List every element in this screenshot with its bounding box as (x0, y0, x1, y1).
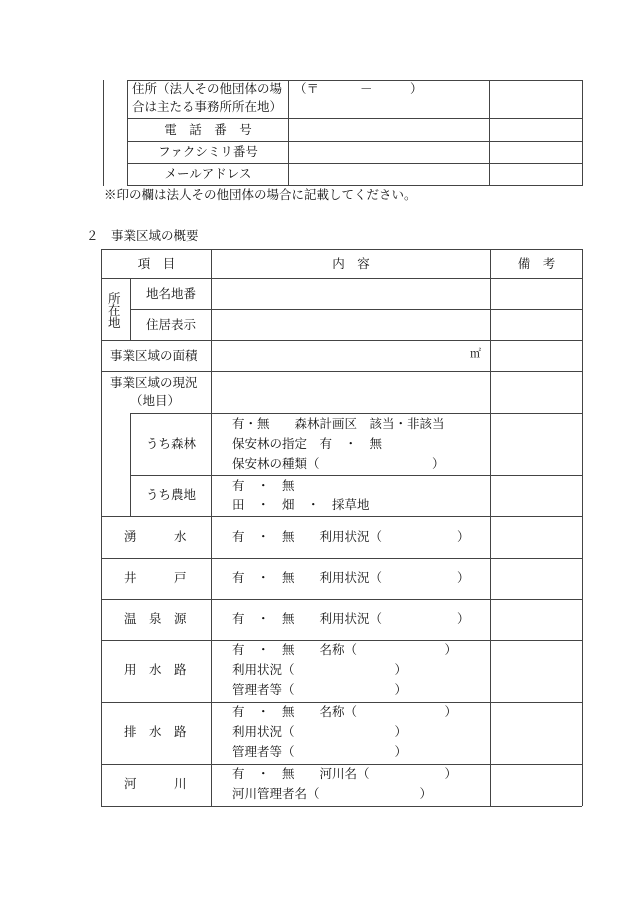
table-line (489, 80, 490, 186)
header-content: 内 容 (332, 256, 370, 271)
fax-label: ファクシミリ番号 (158, 144, 258, 159)
table-line (130, 413, 582, 414)
forest-line-1: 有・無 森林計画区 該当・非該当 (232, 416, 445, 431)
address-label: 住所（法人その他団体の場 (132, 81, 283, 96)
table-line (490, 249, 491, 806)
table-line (127, 118, 582, 119)
water-supply-label: 用 水 路 (124, 662, 187, 677)
drainage-line-1: 有 ・ 無 名称（ ） (232, 704, 458, 719)
table-line (130, 309, 582, 310)
spring-content: 有 ・ 無 利用状況（ ） (232, 529, 470, 544)
water-supply-line-1: 有 ・ 無 名称（ ） (232, 642, 458, 657)
forest-label: うち森林 (146, 436, 197, 451)
area-label: 事業区域の面積 (110, 348, 198, 363)
table-line (101, 702, 582, 703)
note-text: ※印の欄は法人その他団体の場合に記載してください。 (104, 187, 417, 202)
river-line-2: 河川管理者名（ ） (232, 786, 433, 801)
chimei-label: 地名地番 (146, 286, 197, 301)
table-line (101, 340, 582, 341)
table-line (127, 163, 582, 164)
table-line (101, 558, 582, 559)
farm-line-1: 有 ・ 無 (232, 478, 295, 493)
phone-label: 電 話 番 号 (164, 122, 252, 137)
drainage-line-2: 利用状況（ ） (232, 724, 408, 739)
table-line (103, 80, 104, 186)
location-label-char-2: 在 (108, 303, 121, 318)
postal-open: （〒 (294, 81, 320, 96)
area-unit: ㎡ (470, 347, 481, 360)
table-line (288, 80, 289, 186)
table-line (101, 764, 582, 765)
address-label-cont: 合は主たる事務所所在地） (132, 99, 283, 114)
postal-dash: － (360, 81, 373, 96)
table-line (101, 278, 582, 279)
drainage-label: 排 水 路 (124, 724, 187, 739)
hotspring-label: 温 泉 源 (124, 611, 187, 626)
section-heading: ２ 事業区域の概要 (86, 228, 199, 243)
table-line (130, 475, 582, 476)
water-supply-line-2: 利用状況（ ） (232, 662, 408, 677)
table-line (127, 141, 582, 142)
table-line (582, 80, 583, 186)
table-line (101, 371, 582, 372)
table-line (130, 413, 131, 516)
table-line (101, 599, 582, 600)
farm-label: うち農地 (146, 487, 197, 502)
forest-line-2: 保安林の指定 有 ・ 無 (232, 436, 383, 451)
spring-label: 湧 水 (124, 529, 187, 544)
table-line (127, 185, 582, 186)
well-label: 井 戸 (124, 570, 187, 585)
table-line (582, 249, 583, 806)
table-line (211, 249, 212, 806)
hotspring-content: 有 ・ 無 利用状況（ ） (232, 611, 470, 626)
table-line (101, 516, 582, 517)
table-line (101, 249, 102, 806)
farm-line-2: 田 ・ 畑 ・ 採草地 (232, 497, 370, 512)
table-line (101, 806, 582, 807)
river-label: 河 川 (124, 776, 187, 791)
location-label-char-1: 所 (108, 291, 121, 306)
jukyo-label: 住居表示 (146, 317, 197, 332)
table-line (101, 249, 582, 250)
river-line-1: 有 ・ 無 河川名（ ） (232, 766, 458, 781)
status-label: 事業区域の現況 (110, 375, 198, 390)
well-content: 有 ・ 無 利用状況（ ） (232, 570, 470, 585)
status-label-sub: （地目） (130, 393, 181, 408)
email-label: メールアドレス (164, 166, 252, 181)
header-remarks: 備 考 (517, 256, 556, 271)
drainage-line-3: 管理者等（ ） (232, 744, 408, 759)
location-label-char-3: 地 (108, 315, 121, 330)
header-item: 項 目 (137, 256, 176, 271)
forest-line-3: 保安林の種類（ ） (232, 456, 445, 471)
water-supply-line-3: 管理者等（ ） (232, 682, 408, 697)
postal-close: ） (410, 81, 423, 96)
table-line (101, 640, 582, 641)
